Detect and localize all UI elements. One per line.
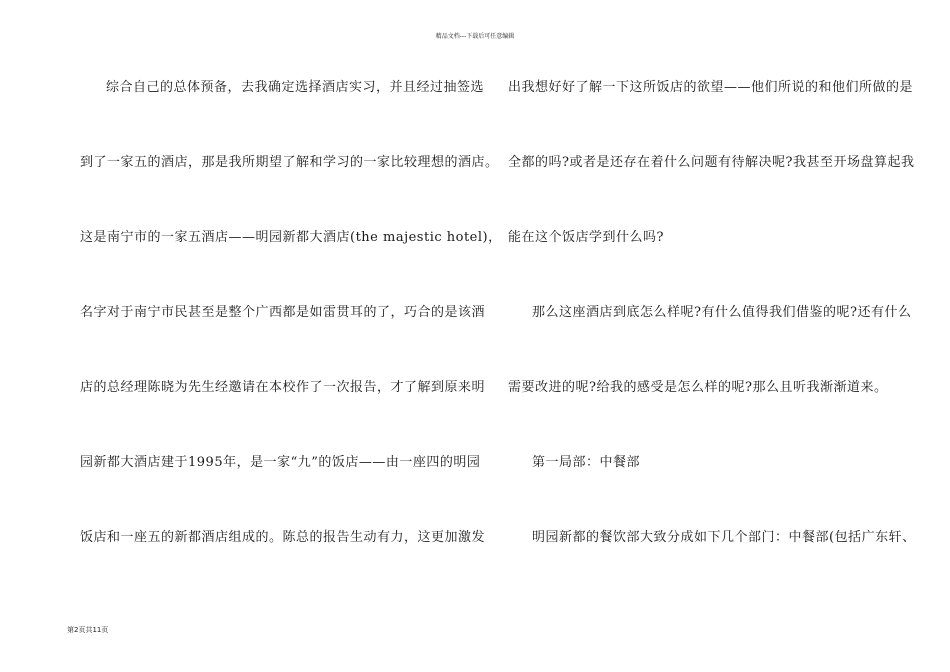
paragraph-line: 明园新都的餐饮部大致分成如下几个部门：中餐部(包括广东轩、 [532, 530, 916, 545]
section-heading: 第一局部：中餐部 [532, 455, 641, 470]
paragraph-line: 到了一家五的酒店，那是我所期望了解和学习的一家比较理想的酒店。 [80, 155, 499, 170]
paragraph-line: 饭店和一座五的新都酒店组成的。陈总的报告生动有力，这更加激发 [80, 530, 486, 545]
paragraph-line: 全都的吗?或者是还存在着什么问题有待解决呢?我甚至开场盘算起我 [508, 155, 915, 170]
paragraph-line: 需要改进的呢?给我的感受是怎么样的呢?那么且听我渐渐道来。 [508, 380, 888, 395]
paragraph-line: 那么这座酒店到底怎么样呢?有什么值得我们借鉴的呢?还有什么 [532, 305, 912, 320]
paragraph-line: 综合自己的总体预备，去我确定选择酒店实习，并且经过抽签选 [106, 80, 485, 95]
paragraph-line: 店的总经理陈晓为先生经邀请在本校作了一次报告，才了解到原来明 [80, 380, 486, 395]
paragraph-line: 园新都大酒店建于1995年，是一家“九”的饭店——由一座四的明园 [80, 455, 481, 470]
paragraph-line: 这是南宁市的一家五酒店——明园新都大酒店(the majestic hotel)， [80, 230, 502, 245]
page-header: 精品文档---下载后可任意编辑 [435, 33, 515, 40]
paragraph-line: 名字对于南宁市民甚至是整个广西都是如雷贯耳的了，巧合的是该酒 [80, 305, 486, 320]
paragraph-line: 出我想好好了解一下这所饭店的欲望——他们所说的和他们所做的是 [508, 80, 914, 95]
page-number: 第2页共11页 [67, 626, 109, 634]
paragraph-line: 能在这个饭店学到什么吗? [508, 230, 664, 245]
